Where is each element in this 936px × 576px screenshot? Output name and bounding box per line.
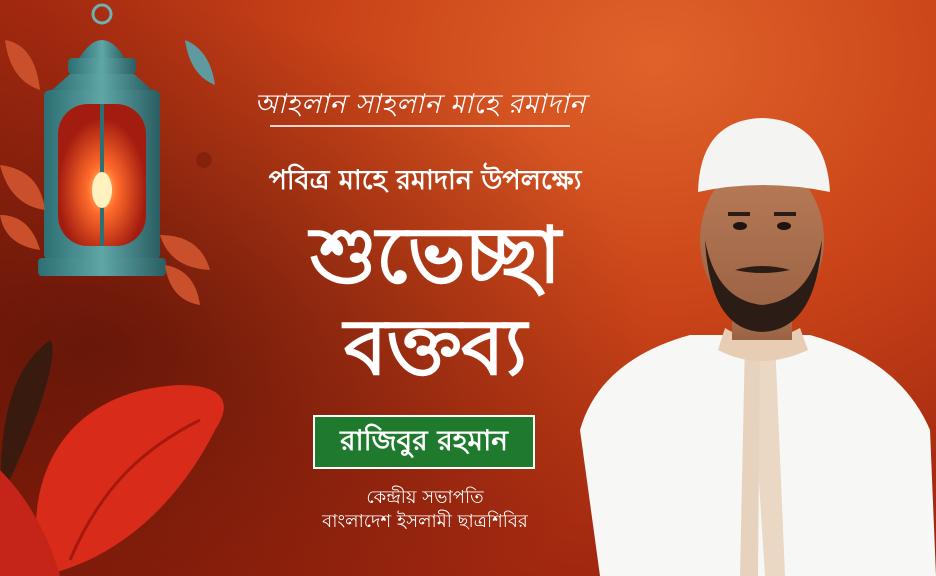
greeting-text: আহলান সাহলান মাহে রমাদান <box>254 89 586 120</box>
speaker-name-badge: রাজিবুর রহমান <box>313 415 535 469</box>
title-line-1: শুভেচ্ছা <box>309 211 561 301</box>
greeting-underline <box>270 125 570 127</box>
designation-line-2: বাংলাদেশ ইসলামী ছাত্রশিবির <box>322 511 528 532</box>
speaker-portrait <box>560 100 936 576</box>
designation-line-1: কেন্দ্রীয় সভাপতি <box>366 487 484 508</box>
speaker-designation <box>300 486 550 534</box>
occasion-text: পবিত্র মাহে রমাদান উপলক্ষ্যে <box>268 165 582 196</box>
title-line-2: বক্তব্য <box>343 303 527 393</box>
